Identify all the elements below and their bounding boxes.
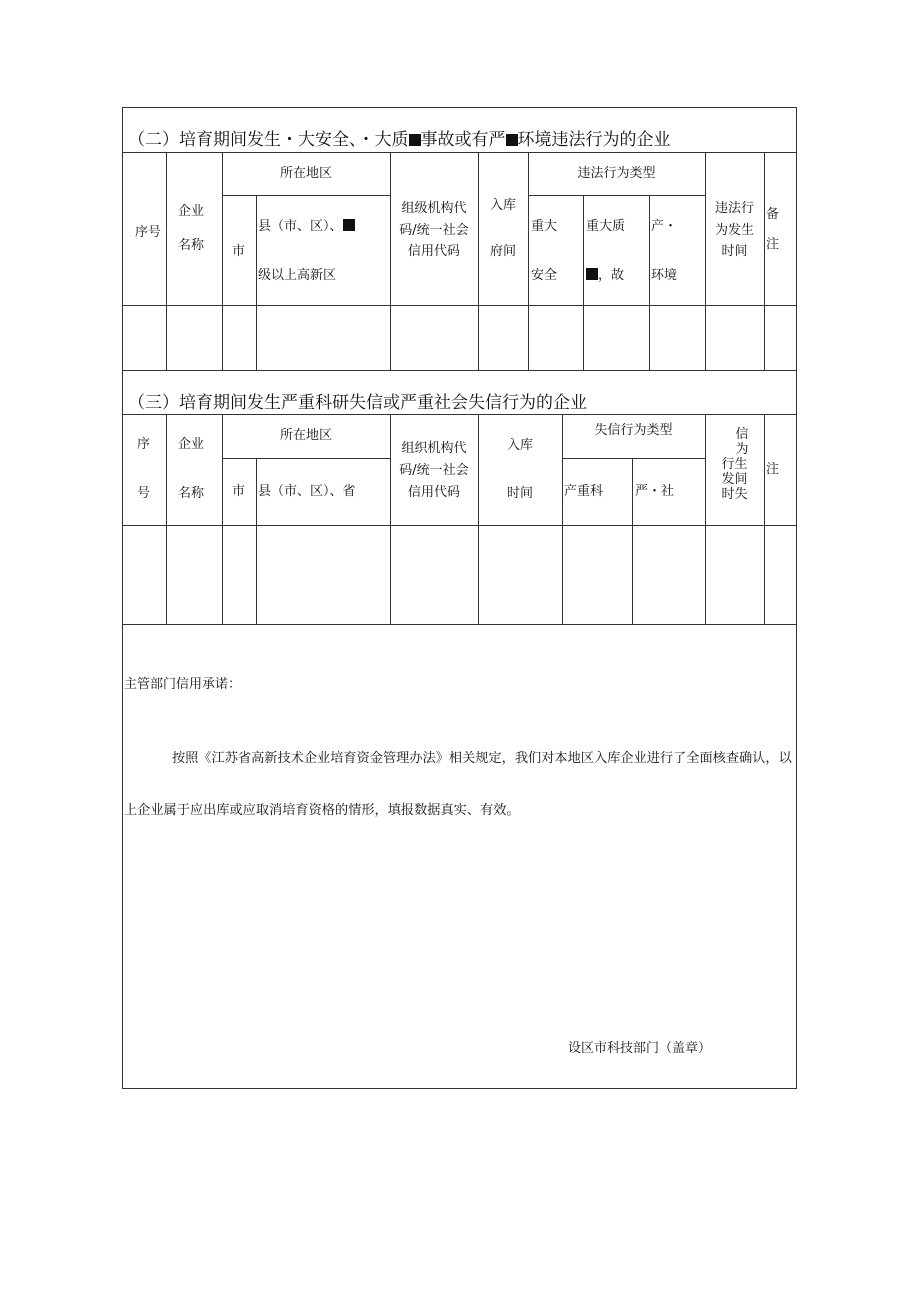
divider (222, 414, 223, 624)
header-dishonest-time: 行生 (721, 457, 748, 472)
header-entry-time: 府间 (489, 244, 516, 259)
divider (528, 152, 529, 370)
divider (528, 195, 705, 196)
header-org-code: 组级机构代 (401, 201, 467, 216)
header-dishonest-time: 发间 (721, 472, 748, 487)
divider (256, 458, 257, 624)
header-org-code: 信用代码 (407, 244, 460, 259)
header-region: 所在地区 (279, 428, 332, 443)
header-violation-safety: 重大 (531, 219, 558, 234)
section-3-title: （三）培育期间发生严重科研失信或严重社会失信行为的企业 (128, 393, 587, 413)
header-seq: 序 (137, 437, 151, 452)
divider (222, 152, 223, 370)
header-company: 企业 (178, 437, 205, 452)
header-note: 注 (766, 237, 780, 252)
header-violation-type: 违法行为类型 (577, 166, 656, 181)
divider (122, 305, 797, 306)
header-org-code: 码/统一社会 (399, 463, 469, 478)
header-seq: 序号 (135, 225, 162, 240)
signature-line: 设区市科技部门（盖章） (568, 1041, 712, 1056)
header-county: 县（市、区）、省 (258, 484, 356, 499)
divider (562, 414, 563, 624)
header-violation-quality: 重大质 (586, 219, 626, 234)
header-entry-time: 时间 (506, 486, 533, 501)
divider (222, 458, 390, 459)
header-org-code: 信用代码 (407, 485, 460, 500)
header-city: 市 (232, 484, 246, 499)
divider (222, 195, 390, 196)
redaction-block-icon (343, 219, 355, 231)
divider (764, 152, 765, 370)
header-company: 名称 (178, 486, 205, 501)
divider (583, 195, 584, 370)
divider (122, 370, 797, 371)
header-org-code: 码/统一社会 (399, 223, 469, 238)
header-violation-environment: 产・ (651, 219, 678, 234)
redaction-block-icon (586, 268, 598, 280)
divider (649, 195, 650, 370)
header-note: 注 (766, 462, 780, 477)
header-dishonest-type: 失信行为类型 (594, 423, 673, 438)
divider (478, 152, 479, 370)
redaction-block-icon (506, 134, 518, 146)
header-note: 备 (766, 207, 780, 222)
header-org-code: 组织机构代 (401, 441, 467, 456)
header-violation-environment: 环境 (651, 268, 678, 283)
header-county: 县（市、区）、 (258, 218, 355, 236)
header-violation-time: 为发生 (714, 223, 754, 238)
header-region: 所在地区 (279, 166, 332, 181)
divider (122, 624, 797, 625)
header-dishonest-research: 产重科 (564, 484, 604, 499)
divider (122, 414, 797, 415)
commitment-heading: 主管部门信用承诺： (124, 677, 242, 692)
header-city: 市 (232, 244, 246, 259)
divider (705, 414, 706, 624)
header-company: 企业 (178, 204, 205, 219)
header-county: 级以上高新区 (258, 268, 337, 283)
redaction-block-icon (409, 134, 421, 146)
header-dishonest-social: 严・社 (635, 484, 675, 499)
header-dishonest-time: 信 (735, 427, 749, 442)
header-seq: 号 (137, 486, 151, 501)
divider (705, 152, 706, 370)
header-entry-time: 入库 (506, 438, 533, 453)
header-dishonest-time: 为 (735, 442, 749, 457)
header-entry-time: 入库 (489, 198, 516, 213)
header-violation-safety: 安全 (531, 268, 558, 283)
header-company: 名称 (178, 238, 205, 253)
section-2-title: （二）培育期间发生・大安全、・大质 事故或有严 环境违法行为的企业 (128, 130, 671, 150)
divider (632, 458, 633, 624)
divider (122, 525, 797, 526)
divider (122, 152, 797, 153)
commitment-body: 按照《江苏省高新技术企业培育资金管理办法》相关规定，我们对本地区入库企业进行了全面核查确认，以上企业属于应出库或应取消培育资格的情形，填报数据真实、有效。 (124, 751, 792, 818)
divider (166, 414, 167, 624)
header-dishonest-time: 时失 (721, 487, 748, 502)
divider (390, 152, 391, 370)
header-violation-quality: ，故 (586, 267, 624, 285)
header-violation-time: 违法行 (714, 201, 754, 216)
header-violation-time: 时间 (721, 244, 748, 259)
divider (256, 195, 257, 370)
divider (562, 458, 705, 459)
divider (166, 152, 167, 370)
